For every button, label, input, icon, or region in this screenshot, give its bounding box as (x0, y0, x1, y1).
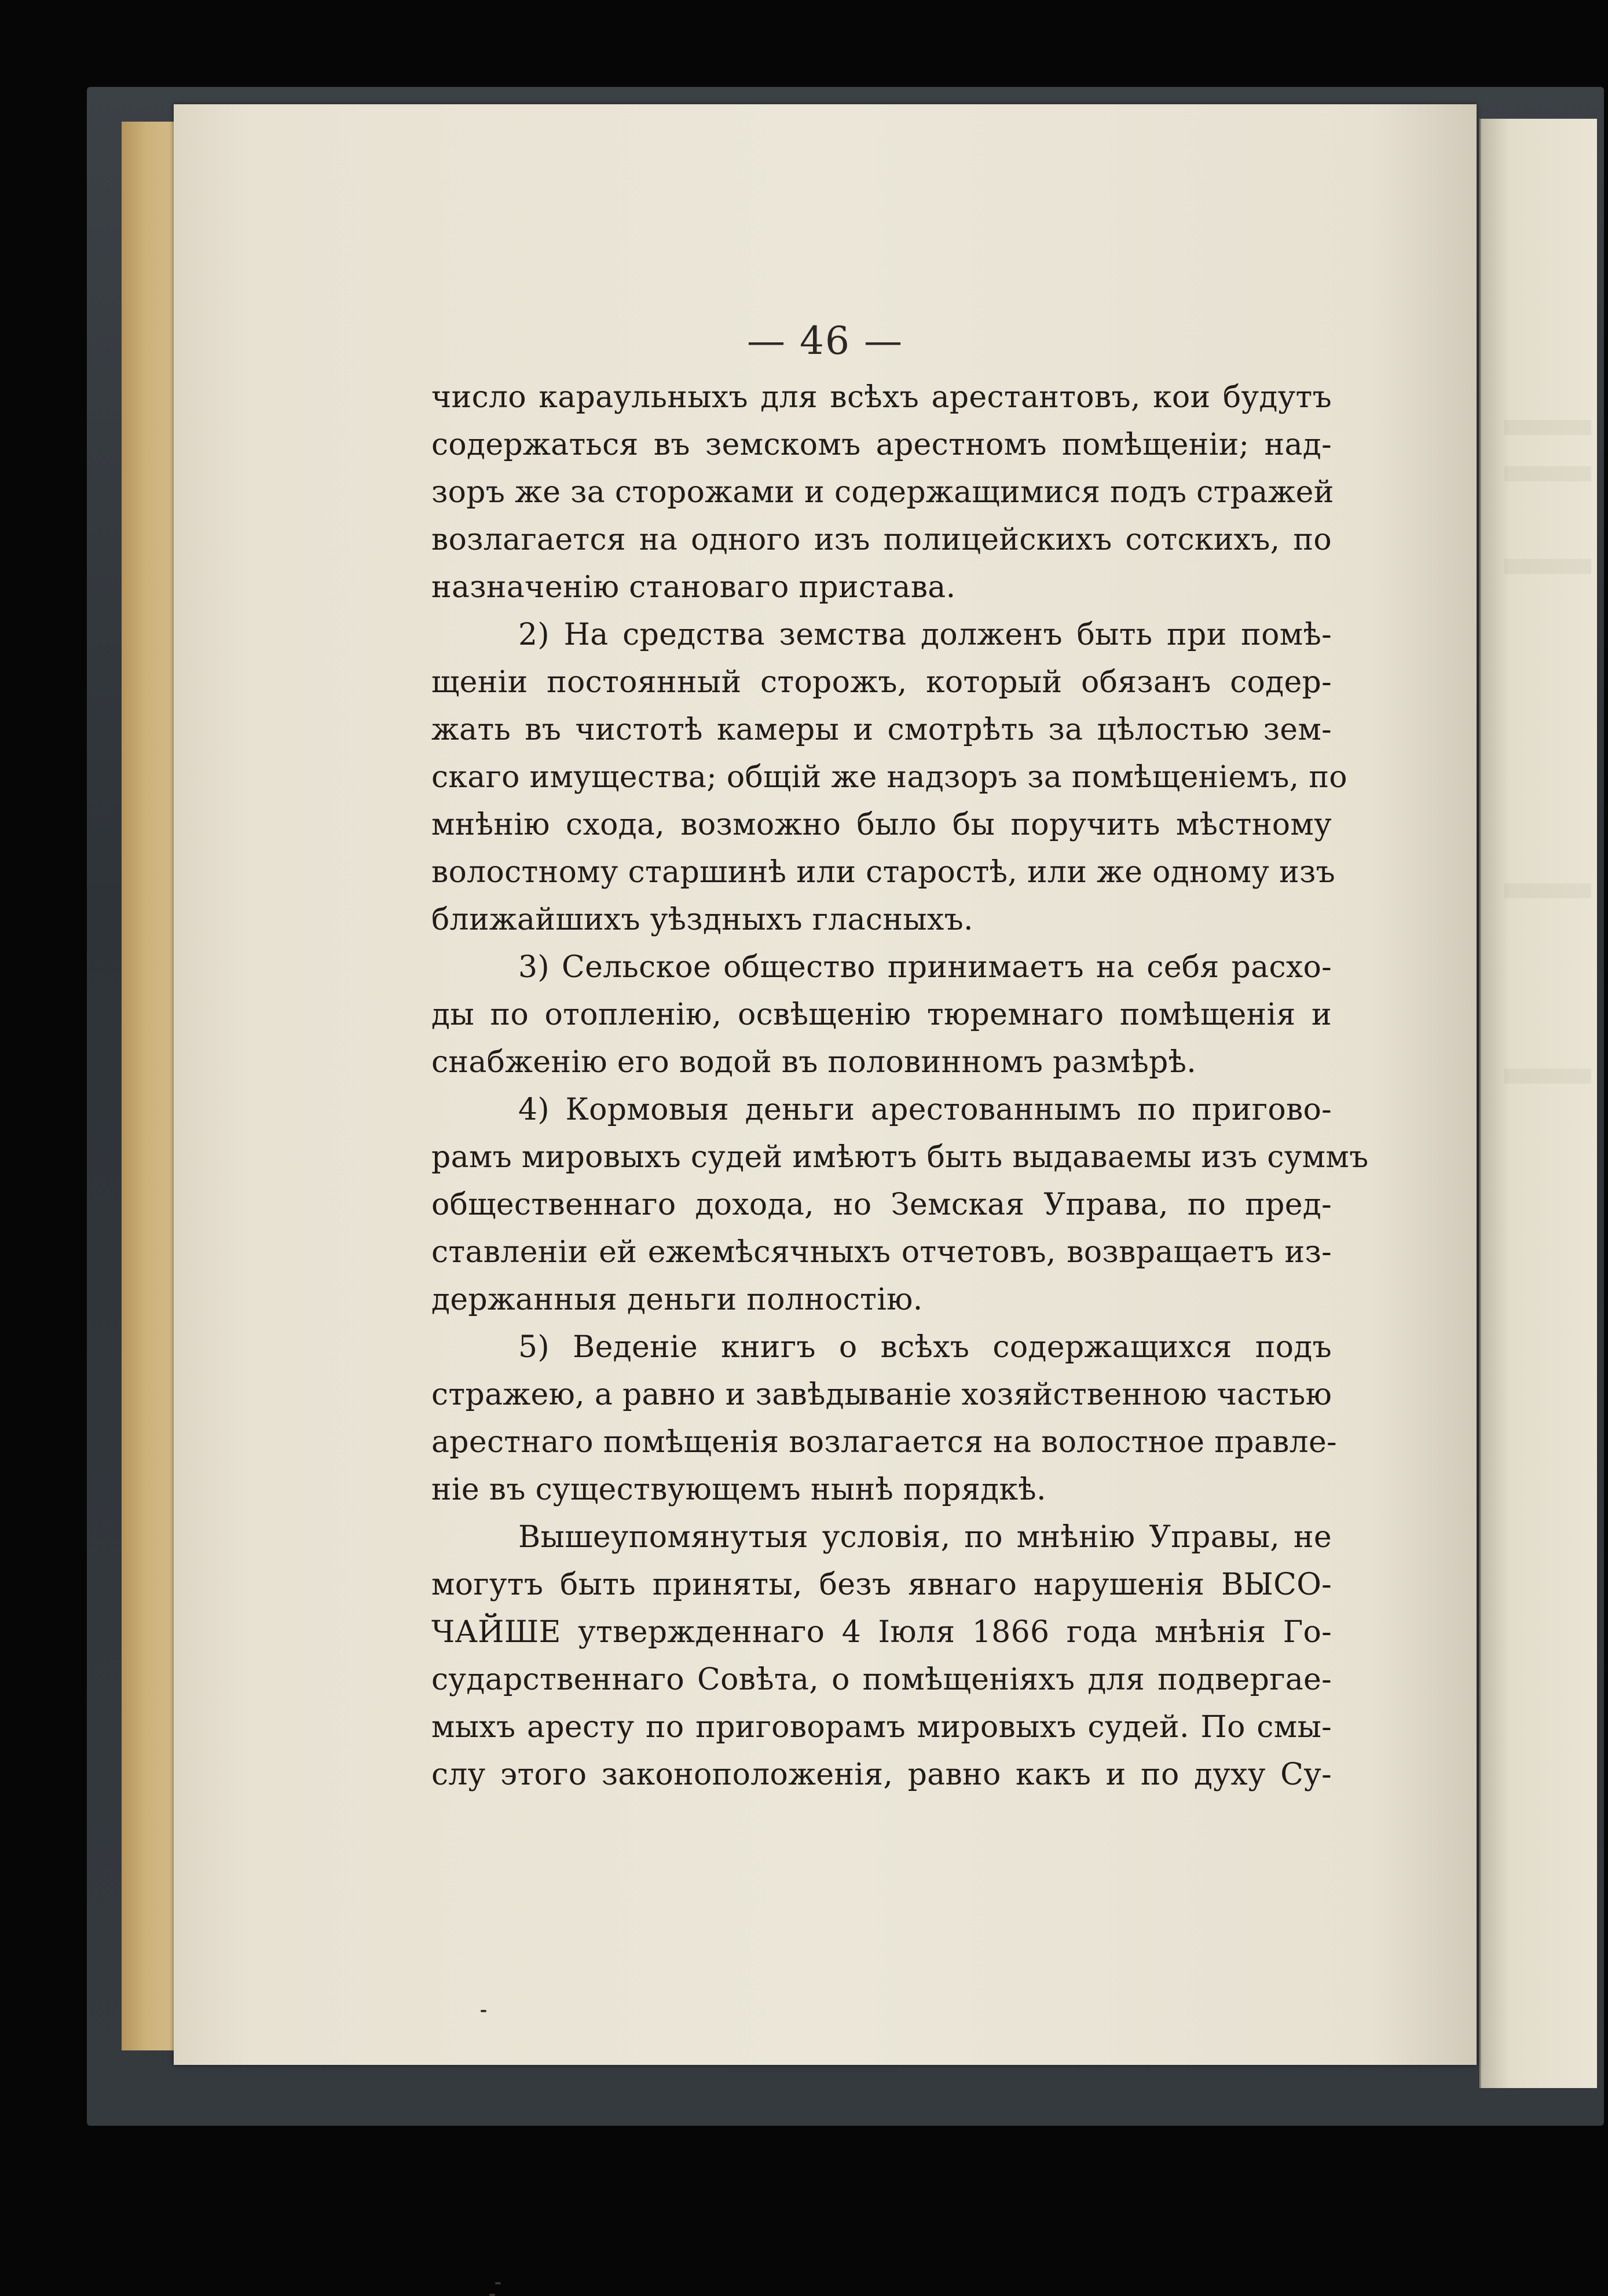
paragraph (431, 374, 1332, 611)
text-line: стражею, а равно и завѣдываніе хозяйственною частью (431, 1377, 1332, 1412)
text-line: возлагается на одного изъ полицейскихъ сотскихъ, по (431, 522, 1332, 557)
text-line: сударственнаго Совѣта, о помѣщеніяхъ для подвергае- (431, 1662, 1332, 1697)
facing-page-edge (1479, 119, 1597, 2088)
text-line: число караульныхъ для всѣхъ арестантовъ, кои будутъ (431, 380, 1332, 415)
show-through-text (1504, 420, 1591, 435)
text-line: ближайшихъ уѣздныхъ гласныхъ. (431, 902, 973, 937)
paragraph (431, 1086, 1369, 1324)
text-line: слу этого законоположенія, равно какъ и по духу Су- (431, 1757, 1332, 1792)
paragraph (431, 1324, 1337, 1513)
text-line: волостному старшинѣ или старостѣ, или же одному изъ (431, 855, 1336, 890)
text-line: содержаться въ земскомъ арестномъ помѣщеніи; над- (431, 427, 1332, 462)
text-line: общественнаго дохода, но Земская Управа, по пред- (431, 1187, 1332, 1222)
show-through-text (1504, 883, 1591, 898)
text-line: держанныя деньги полностію. (431, 1282, 923, 1317)
text-line: мыхъ аресту по приговорамъ мировыхъ судей. По смы- (431, 1710, 1332, 1745)
ink-speck (481, 2010, 486, 2012)
text-line: ставленіи ей ежемѣсячныхъ отчетовъ, возвращаетъ из- (431, 1235, 1332, 1270)
text-line: 3) Сельское общество принимаетъ на себя расхо- (518, 950, 1332, 985)
text-line: щеніи постоянный сторожъ, который обязанъ содер- (431, 665, 1332, 700)
text-line: снабженію его водой въ половинномъ размѣрѣ. (431, 1045, 1197, 1080)
show-through-text (1504, 1069, 1591, 1084)
text-line: арестнаго помѣщенія возлагается на волостное правле- (431, 1425, 1337, 1460)
body-text (431, 374, 1369, 1798)
text-line: могутъ быть приняты, безъ явнаго нарушенія ВЫСО- (431, 1567, 1332, 1602)
text-line: мнѣнію схода, возможно было бы поручить мѣстному (431, 807, 1332, 842)
text-line: ЧАЙШЕ утвержденнаго 4 Іюля 1866 года мнѣнія Го- (431, 1615, 1332, 1650)
show-through-text (1504, 559, 1591, 574)
book-page (174, 104, 1477, 2065)
paragraph (431, 1513, 1332, 1798)
paragraph (431, 944, 1332, 1086)
text-line: скаго имущества; общій же надзоръ за помѣщеніемъ, по (431, 760, 1347, 795)
text-line: ніе въ существующемъ нынѣ порядкѣ. (431, 1472, 1046, 1507)
text-line: назначенію становаго пристава. (431, 570, 956, 605)
text-line: зоръ же за сторожами и содержащимися подъ стражей (431, 475, 1334, 510)
show-through-text (1504, 466, 1591, 481)
text-line: Вышеупомянутыя условія, по мнѣнію Управы, не (518, 1520, 1332, 1555)
text-line: 2) На средства земства долженъ быть при помѣ- (518, 617, 1332, 652)
ink-speck (489, 2294, 495, 2296)
paragraph (431, 611, 1347, 944)
page-number: — 46 — (747, 319, 903, 363)
ink-speck (495, 2282, 501, 2284)
text-line: рамъ мировыхъ судей имѣютъ быть выдаваемы изъ суммъ (431, 1140, 1369, 1175)
text-line: ды по отопленію, освѣщенію тюремнаго помѣщенія и (431, 997, 1332, 1032)
text-line: жать въ чистотѣ камеры и смотрѣть за цѣлостью зем- (431, 712, 1332, 747)
text-line: 4) Кормовыя деньги арестованнымъ по пригово- (518, 1092, 1332, 1127)
text-line: 5) Веденіе книгъ о всѣхъ содержащихся подъ (518, 1330, 1332, 1365)
